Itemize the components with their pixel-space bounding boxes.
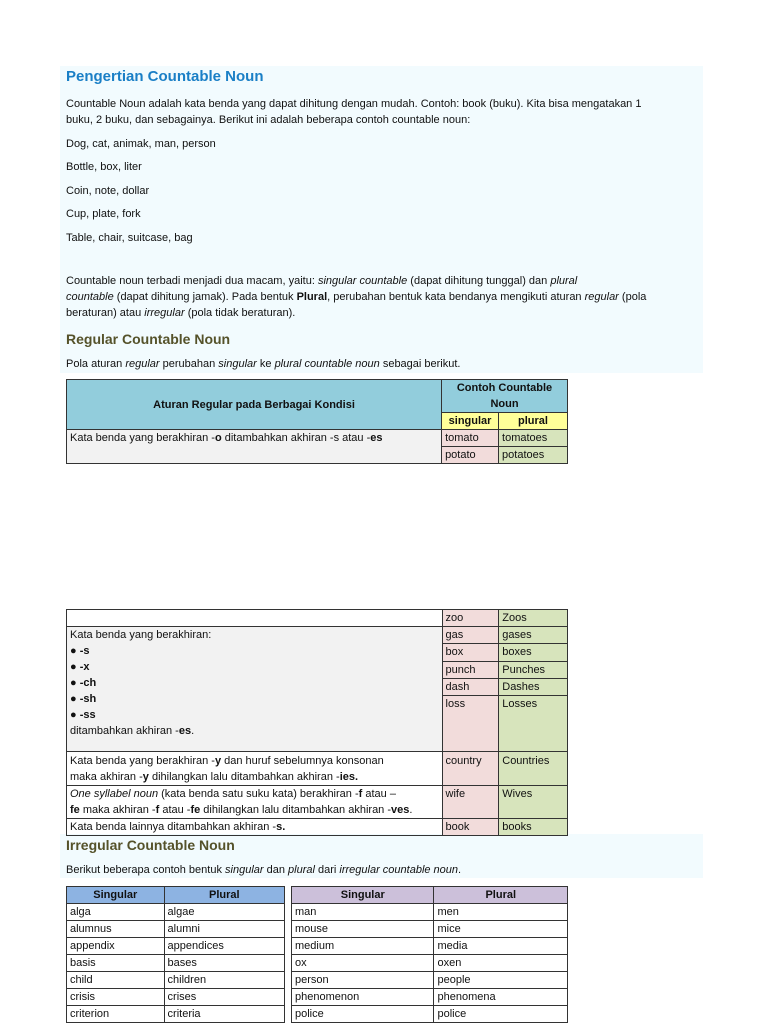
header-plural: plural (499, 413, 568, 430)
text: (pola tidak beraturan). (184, 307, 296, 319)
text-italic: singular (218, 358, 257, 370)
text: Kata benda lainnya ditambahkan akhiran - (70, 821, 277, 833)
text: maka akhiran - (79, 804, 156, 816)
rule-y (67, 752, 443, 786)
intro-line-2: buku, 2 buku, dan sebagainya. Berikut ini adalah beberapa contoh countable noun: (66, 114, 471, 126)
example-line-2: Bottle, box, liter (66, 161, 142, 173)
irregular-table-left (66, 886, 285, 1023)
text-italic: regular (125, 358, 160, 370)
plural-cell: tomatoes (499, 430, 568, 447)
text-bold: -x (79, 661, 90, 673)
empty-rule-cell (67, 610, 443, 627)
text: Berikut beberapa contoh bentuk (66, 864, 226, 876)
plural-cell: Losses (499, 696, 568, 752)
text: dan huruf sebelumnya konsonan (221, 755, 384, 767)
singular-cell: medium (292, 938, 434, 955)
text: sebagai berikut. (379, 358, 461, 370)
header-example: Contoh Countable Noun (442, 380, 568, 413)
example-line-1: Dog, cat, animak, man, person (66, 138, 216, 150)
singular-cell: mouse (292, 921, 434, 938)
plural-cell: oxen (434, 955, 568, 972)
text-bold: es (178, 725, 192, 737)
rule-s-x-ch-sh-ss (67, 627, 443, 752)
singular-cell: book (442, 819, 499, 836)
intro-line-1: Countable Noun adalah kata benda yang dapat dihitung dengan mudah. Contoh: book (buku). Kita bisa mengatakan 1 (66, 98, 642, 110)
singular-cell: zoo (442, 610, 499, 627)
title-pengertian: Pengertian Countable Noun (66, 68, 264, 85)
text-bold: es (370, 432, 383, 444)
plural-cell: mice (434, 921, 568, 938)
text: ditambahkan akhiran - (70, 725, 179, 737)
intro-paragraph (66, 96, 696, 128)
text-italic: singular (225, 864, 264, 876)
text-bold: ves (391, 804, 410, 816)
plural-cell: bases (164, 955, 284, 972)
singular-cell: basis (67, 955, 165, 972)
plural-cell: Wives (499, 786, 568, 819)
text: ditambahkan akhiran -s atau - (221, 432, 371, 444)
plural-cell: Punches (499, 661, 568, 678)
text-italic: plural (550, 275, 578, 287)
table-row (292, 938, 568, 955)
header-rule: Aturan Regular pada Berbagai Kondisi (67, 380, 442, 430)
text-italic: One syllabel noun (70, 788, 159, 800)
title-irregular: Irregular Countable Noun (66, 837, 235, 853)
example-line-3: Coin, note, dollar (66, 185, 150, 197)
text: Kata benda yang berakhiran: (70, 629, 212, 641)
irregular-intro (66, 862, 461, 878)
text-bold: o (214, 432, 222, 444)
singular-cell: alumnus (67, 921, 165, 938)
singular-cell: gas (442, 627, 499, 644)
text: (kata benda satu suku kata) berakhiran - (158, 788, 359, 800)
bullet-item: ● -x (70, 661, 90, 673)
text-bold: -s (79, 645, 90, 657)
header-singular: singular (442, 413, 499, 430)
text: atau - (159, 804, 191, 816)
header-plural: Plural (164, 887, 284, 904)
text-bold: f (155, 804, 160, 816)
plural-cell: men (434, 904, 568, 921)
singular-cell: ox (292, 955, 434, 972)
types-line-3 (66, 305, 698, 321)
plural-cell: crises (164, 989, 284, 1006)
table-row (67, 904, 285, 921)
plural-cell: media (434, 938, 568, 955)
singular-cell: potato (442, 447, 499, 464)
plural-cell: algae (164, 904, 284, 921)
text-bold: fe (190, 804, 201, 816)
text-bold: -ss (79, 709, 96, 721)
table-row (292, 921, 568, 938)
types-line-2 (66, 289, 698, 305)
text: beraturan) atau (66, 307, 145, 319)
irregular-table-right (291, 886, 568, 1023)
text: ke (256, 358, 275, 370)
table-row (67, 1006, 285, 1023)
text: (dapat dihitung jamak). Pada bentuk (113, 291, 297, 303)
bullet-item: ● -s (70, 645, 90, 657)
types-paragraph (66, 273, 698, 321)
plural-cell: Zoos (499, 610, 568, 627)
text-italic: plural countable noun (274, 358, 380, 370)
bullet-item: ● -ch (70, 677, 97, 689)
plural-cell: appendices (164, 938, 284, 955)
plural-cell: boxes (499, 644, 568, 661)
text-bold: -sh (79, 693, 97, 705)
header-singular: Singular (67, 887, 165, 904)
plural-cell: books (499, 819, 568, 836)
text: perubahan (159, 358, 219, 370)
table-row (67, 955, 285, 972)
singular-cell: alga (67, 904, 165, 921)
text: Pola aturan (66, 358, 126, 370)
table-row (292, 955, 568, 972)
table-row (292, 1006, 568, 1023)
plural-cell: gases (499, 627, 568, 644)
header-singular: Singular (292, 887, 434, 904)
rule-end (70, 723, 439, 751)
singular-cell: dash (442, 678, 499, 695)
singular-cell: punch (442, 661, 499, 678)
table-row (292, 904, 568, 921)
plural-cell: alumni (164, 921, 284, 938)
text-italic: singular countable (317, 275, 408, 287)
singular-cell: tomato (442, 430, 499, 447)
table-row (67, 989, 285, 1006)
text-italic: regular (584, 291, 619, 303)
table-row (292, 972, 568, 989)
text: Kata benda yang berakhiran - (70, 432, 215, 444)
text-bold: ies. (339, 771, 359, 783)
text: Countable noun terbadi menjadi dua macam, yaitu: (66, 275, 318, 287)
singular-cell: child (67, 972, 165, 989)
table-row (292, 989, 568, 1006)
types-line-1 (66, 273, 698, 289)
rule-other (67, 819, 443, 836)
rule-o (67, 430, 442, 464)
plural-cell: potatoes (499, 447, 568, 464)
text: dan (263, 864, 289, 876)
text-italic: irregular (144, 307, 185, 319)
text-bold: fe (70, 804, 80, 816)
singular-cell: country (442, 752, 499, 786)
text-bold: s. (276, 821, 286, 833)
text: . (409, 804, 413, 816)
singular-cell: phenomenon (292, 989, 434, 1006)
singular-cell: police (292, 1006, 434, 1023)
singular-cell: crisis (67, 989, 165, 1006)
singular-cell: loss (442, 696, 499, 752)
regular-table (66, 379, 568, 464)
singular-cell: criterion (67, 1006, 165, 1023)
text-bold: y (214, 755, 222, 767)
plural-cell: criteria (164, 1006, 284, 1023)
example-line-5: Table, chair, suitcase, bag (66, 232, 193, 244)
text: (pola (618, 291, 647, 303)
singular-cell: box (442, 644, 499, 661)
regular-intro (66, 356, 460, 372)
singular-cell: man (292, 904, 434, 921)
text: atau – (362, 788, 396, 800)
plural-cell: Dashes (499, 678, 568, 695)
text-bold: y (142, 771, 149, 783)
text: maka akhiran - (70, 771, 143, 783)
bullet-item: ● -ss (70, 709, 96, 721)
text-italic: irregular countable noun (339, 864, 459, 876)
singular-cell: appendix (67, 938, 165, 955)
text-bold: Plural (296, 291, 328, 303)
text-italic: plural (288, 864, 315, 876)
text: dari (314, 864, 340, 876)
text: dihilangkan lalu ditambahkan akhiran - (200, 804, 392, 816)
text-bold: f (358, 788, 363, 800)
text: dihilangkan lalu ditambahkan akhiran - (148, 771, 340, 783)
table-row (67, 972, 285, 989)
plural-cell: people (434, 972, 568, 989)
text-bold: -ch (79, 677, 97, 689)
text: , perubahan bentuk kata bendanya mengikuti aturan (327, 291, 585, 303)
plural-cell: children (164, 972, 284, 989)
bullet-item: ● -sh (70, 693, 97, 705)
text: Kata benda yang berakhiran - (70, 755, 215, 767)
table-row (67, 921, 285, 938)
rule-f-fe (67, 786, 443, 819)
singular-cell: person (292, 972, 434, 989)
plural-cell: phenomena (434, 989, 568, 1006)
singular-cell: wife (442, 786, 499, 819)
text: . (458, 864, 462, 876)
header-plural: Plural (434, 887, 568, 904)
text: (dapat dihitung tunggal) dan (407, 275, 551, 287)
table-row (67, 938, 285, 955)
example-line-4: Cup, plate, fork (66, 208, 141, 220)
regular-table-continued (66, 609, 568, 836)
plural-cell: Countries (499, 752, 568, 786)
text: . (191, 725, 195, 737)
text-italic: countable (66, 291, 114, 303)
title-regular: Regular Countable Noun (66, 331, 231, 347)
plural-cell: police (434, 1006, 568, 1023)
